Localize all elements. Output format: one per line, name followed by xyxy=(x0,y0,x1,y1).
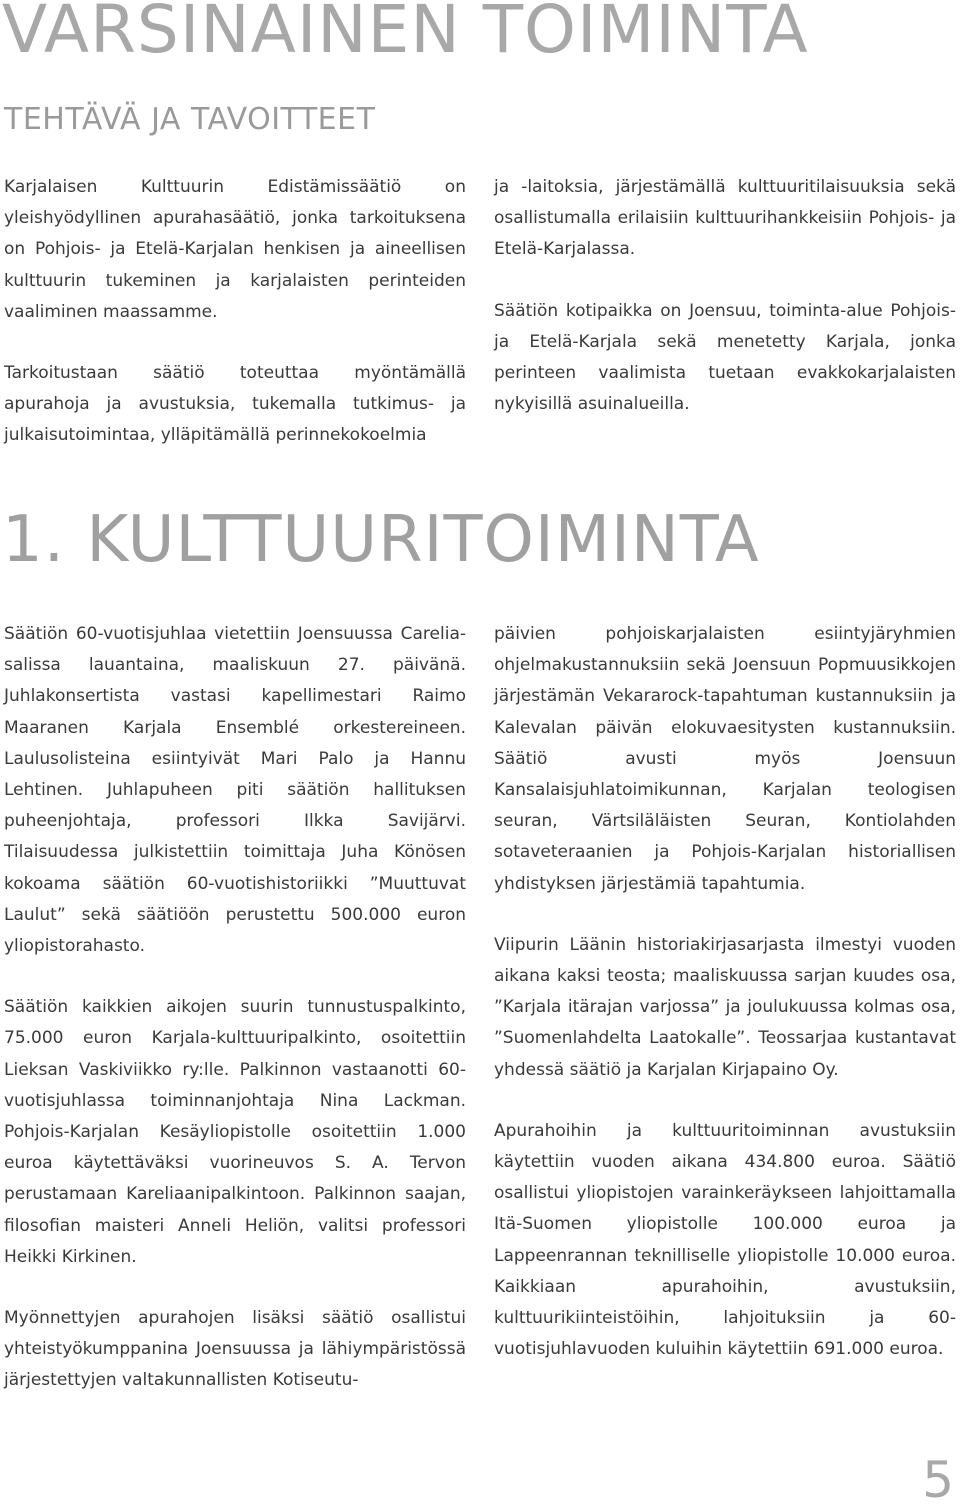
paragraph: Säätiön kaikkien aikojen suurin tunnustuspalkinto, 75.000 euron Karjala-kulttuuripalkinto, osoitettiin Lieksan Vaskiviikko ry:lle. Palkinnon vastaanotti 60-vuotisjuhlassa toiminnanjohtaja Nina Lackman. Pohjois-Karjalan Kesäyliopistolle osoitettiin 1.000 euroa käytettäväksi vuorineuvos S. A. Tervon perustamaan Kareliaanipalkintoon. Palkinnon saajan, filosofian maisteri Anneli Heliön, valitsi professori Heikki Kirkinen. xyxy=(4,997,466,1267)
page-title: VARSINAINEN TOIMINTA xyxy=(2,0,809,68)
section-heading: 1. KULTTUURITOIMINTA xyxy=(2,503,760,577)
paragraph: Tarkoitustaan säätiö toteuttaa myöntämällä apurahoja ja avustuksia, tukemalla tutkimus- ja julkaisutoimintaa, ylläpitämällä perinnekokoelmia xyxy=(4,363,466,446)
paragraph: Karjalaisen Kulttuurin Edistämissäätiö on yleishyödyllinen apurahasäätiö, jonka tarkoituksena on Pohjois- ja Etelä-Karjalan henkisen ja aineellisen kulttuurin tukeminen ja karjalaisten perinteiden vaaliminen maassamme. xyxy=(4,177,466,322)
kulttuuritoiminta-left-column xyxy=(4,619,466,1397)
paragraph: päivien pohjoiskarjalaisten esiintyjäryhmien ohjelmakustannuksiin sekä Joensuun Popmuusikkojen järjestämän Vekararock-tapahtuman kustannuksiin ja Kalevalan päivän elokuvaesitysten kustannuksiin. Säätiö avusti myös Joensuun Kansalaisjuhlatoimikunnan, Karjalan teologisen seuran, Värtsiläläisten Seuran, Kontiolahden sotaveteraanien ja Pohjois-Karjalan historiallisen yhdistyksen järjestämiä tapahtumia. xyxy=(494,624,956,894)
paragraph: Apurahoihin ja kulttuuritoiminnan avustuksiin käytettiin vuoden aikana 434.800 euroa. Säätiö osallistui yliopistojen varainkeräykseen lahjoittamalla Itä-Suomen yliopistolle 100.000 euroa ja Lappeenrannan teknilliselle yliopistolle 10.000 euroa. Kaikkiaan apurahoihin, avustuksiin, kulttuurikiinteistöihin, lahjoituksiin ja 60-vuotisjuhlavuoden kuluihin käytettiin 691.000 euroa. xyxy=(494,1120,956,1360)
paragraph: Säätiön kotipaikka on Joensuu, toiminta-alue Pohjois- ja Etelä-Karjala sekä menetetty Karjala, jonka perinteen vaalimista tuetaan evakkokarjalaisten nykyisillä asuinalueilla. xyxy=(494,300,956,415)
intro-right-column xyxy=(494,172,956,420)
paragraph: ja -laitoksia, järjestämällä kulttuuritilaisuuksia sekä osallistumalla erilaisiin kulttuurihankkeisiin Pohjois- ja Etelä-Karjalassa. xyxy=(494,177,956,260)
paragraph: Säätiön 60-vuotisjuhlaa vietettiin Joensuussa Carelia-salissa lauantaina, maaliskuun 27. päivänä. Juhlakonsertista vastasi kapellimestari Raimo Maaranen Karjala Ensemblé orkestereineen. Laulusolisteina esiintyivät Mari Palo ja Hannu Lehtinen. Juhlapuheen piti säätiön hallituksen puheenjohtaja, professori Ilkka Savijärvi. Tilaisuudessa julkistettiin toimittaja Juha Könösen kokoama säätiön 60-vuotishistoriikki ”Muuttuvat Laulut” sekä säätiöön perustettu 500.000 euron yliopistorahasto. xyxy=(4,624,466,957)
intro-left-column xyxy=(4,172,466,452)
section-subtitle: TEHTÄVÄ JA TAVOITTEET xyxy=(4,102,376,137)
kulttuuritoiminta-right-column xyxy=(494,619,956,1365)
page-number: 5 xyxy=(922,1451,954,1509)
paragraph: Viipurin Läänin historiakirjasarjasta ilmestyi vuoden aikana kaksi teosta; maaliskuussa sarjan kuudes osa, ”Karjala itärajan varjossa” ja joulukuussa kolmas osa, ”Suomenlahdelta Laatokalle”. Teossarjaa kustantavat yhdessä säätiö ja Karjalan Kirjapaino Oy. xyxy=(494,934,956,1080)
paragraph: Myönnettyjen apurahojen lisäksi säätiö osallistui yhteistyökumppanina Joensuussa ja lähiympäristössä järjestettyjen valtakunnallisten Kotiseutu- xyxy=(4,1308,466,1391)
